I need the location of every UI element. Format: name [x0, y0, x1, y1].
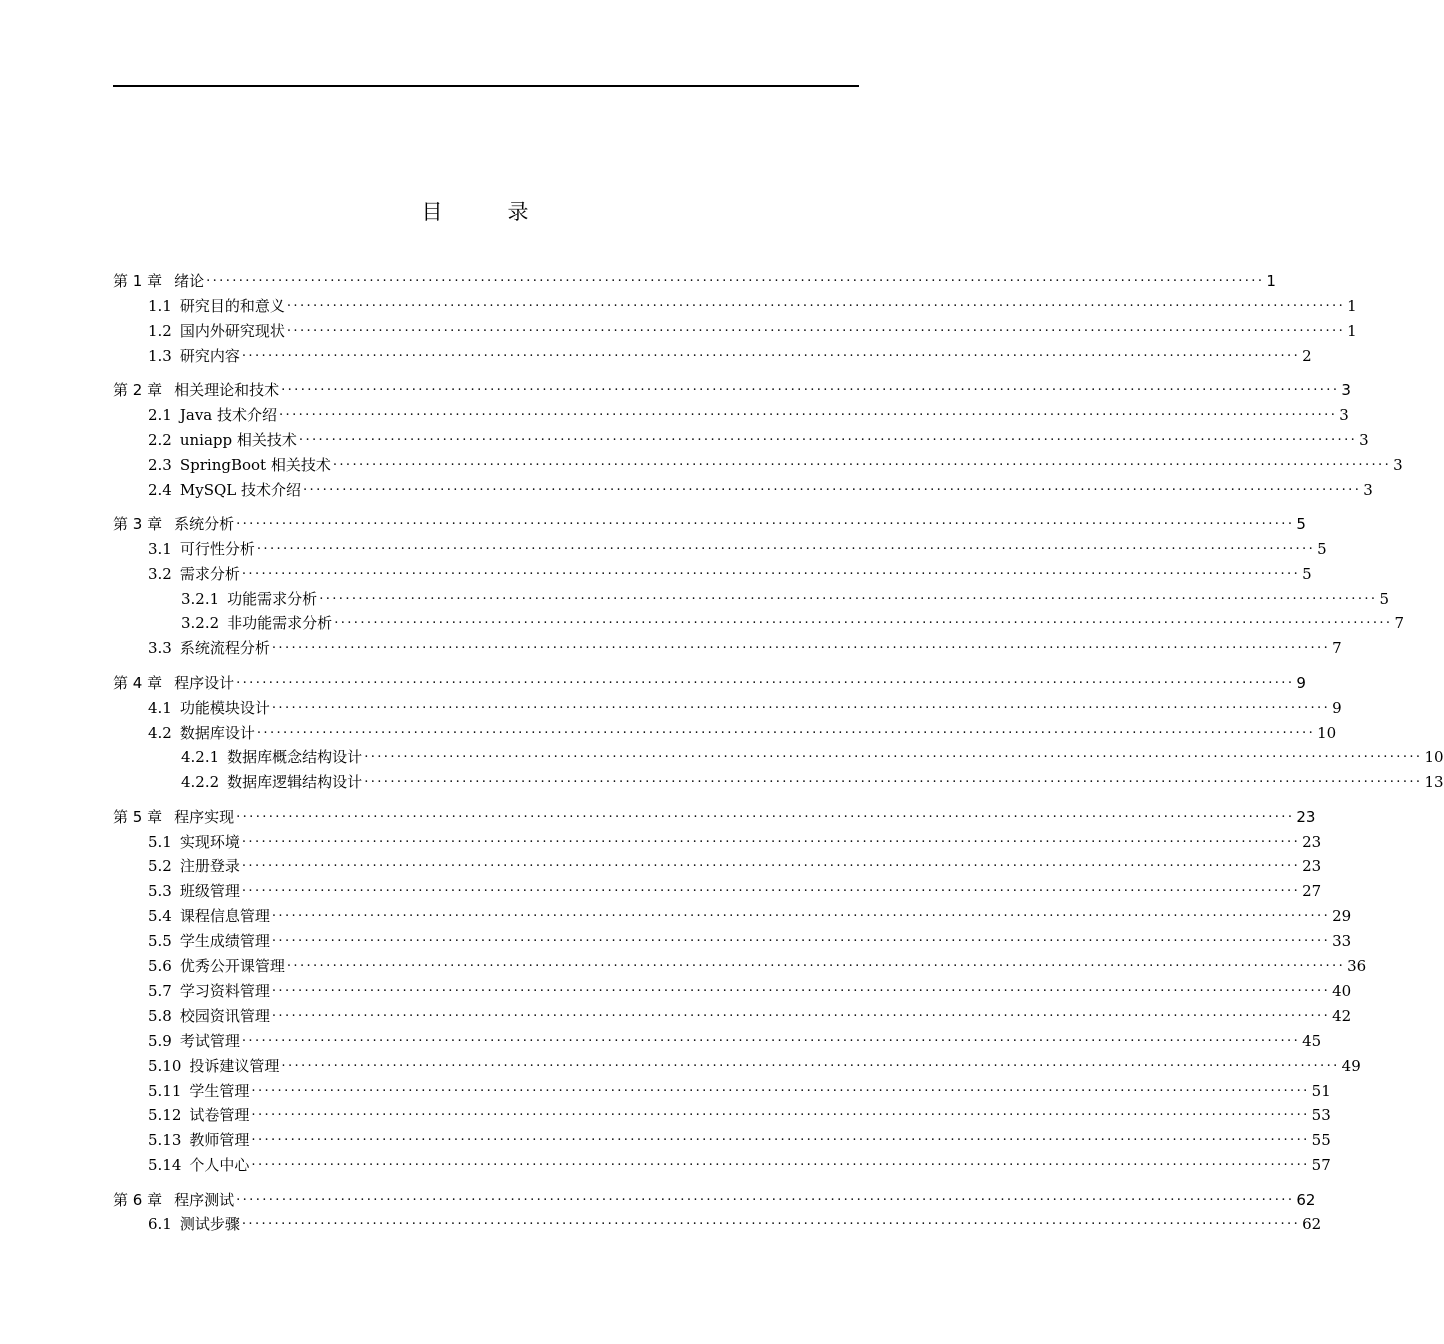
toc-entry-number: 5.9 — [148, 1031, 172, 1050]
toc-entry-title: 需求分析 — [179, 564, 240, 583]
toc-entry-number: 5.4 — [148, 907, 172, 926]
toc-page-number: 53 — [1311, 1106, 1331, 1125]
toc-section-entry[interactable] — [113, 1051, 1361, 1076]
toc-entry-title: 注册登录 — [179, 857, 240, 876]
toc-entry-title: 测试步骤 — [179, 1215, 240, 1234]
toc-entry-title: 绪论 — [174, 271, 205, 290]
toc-section-entry[interactable] — [113, 1150, 1331, 1175]
toc-entry-title: 实现环境 — [179, 832, 240, 851]
toc-dot-leader: .................................................................................................................................................................. — [281, 1054, 1340, 1070]
toc-entry-number: 3.2.1 — [181, 589, 220, 608]
toc-page-number: 1 — [1347, 321, 1357, 340]
toc-page-number: 36 — [1347, 957, 1367, 976]
toc-section-entry[interactable] — [113, 951, 1367, 976]
toc-page-number: 51 — [1311, 1081, 1331, 1100]
toc-dot-leader: .................................................................................................................................................................. — [281, 378, 1340, 394]
toc-entry-number: 3.1 — [148, 539, 172, 558]
toc-section-entry[interactable] — [113, 693, 1342, 718]
toc-entry-title: 校园资讯管理 — [179, 1006, 270, 1025]
toc-subsection-entry[interactable] — [113, 584, 1389, 609]
toc-page-number: 55 — [1311, 1131, 1331, 1150]
header-rule — [113, 85, 859, 87]
toc-entry-number: 5.8 — [148, 1006, 172, 1025]
toc-chapter-entry[interactable] — [113, 1185, 1316, 1210]
toc-page-number: 29 — [1332, 907, 1352, 926]
toc-entry-title: 程序设计 — [174, 673, 235, 692]
toc-page-number: 9 — [1332, 698, 1342, 717]
toc-dot-leader: .................................................................................................................................................................. — [332, 453, 1392, 469]
toc-entry-title: 数据库概念结构设计 — [227, 748, 363, 767]
toc-section-entry[interactable] — [113, 450, 1403, 475]
toc-entry-number: 5.10 — [148, 1056, 182, 1075]
toc-dot-leader: .................................................................................................................................................................. — [241, 880, 1301, 896]
toc-entry-number: 5.6 — [148, 957, 172, 976]
toc-entry-number: 第 5 章 — [113, 807, 163, 826]
toc-dot-leader: .................................................................................................................................................................. — [251, 1079, 1310, 1095]
toc-chapter-entry[interactable] — [113, 509, 1306, 534]
toc-dot-leader: .................................................................................................................................................................. — [236, 512, 1295, 528]
toc-entry-title: 功能模块设计 — [179, 698, 270, 717]
toc-dot-leader: .................................................................................................................................................................. — [251, 1129, 1310, 1145]
toc-section-entry[interactable] — [113, 1210, 1322, 1235]
toc-entry-number: 第 3 章 — [113, 514, 163, 533]
toc-entry-number: 2.1 — [148, 405, 172, 424]
toc-page-number: 3 — [1359, 430, 1369, 449]
toc-page-number: 10 — [1317, 723, 1337, 742]
toc-page-number: 3 — [1393, 455, 1403, 474]
toc-dot-leader: .................................................................................................................................................................. — [241, 830, 1301, 846]
toc-dot-leader: .................................................................................................................................................................. — [271, 930, 1331, 946]
toc-page-number: 1 — [1347, 296, 1357, 315]
toc-dot-leader: .................................................................................................................................................................. — [319, 587, 1378, 603]
toc-entry-number: 5.11 — [148, 1081, 182, 1100]
toc-page-number: 2 — [1302, 346, 1312, 365]
toc-entry-title: 国内外研究现状 — [179, 321, 285, 340]
toc-entry-title: 个人中心 — [189, 1156, 250, 1175]
toc-section-entry[interactable] — [113, 718, 1337, 743]
toc-page-number: 49 — [1341, 1056, 1361, 1075]
toc-entry-title: 数据库逻辑结构设计 — [227, 773, 363, 792]
toc-entry-number: 3.2 — [148, 564, 172, 583]
toc-section-entry[interactable] — [113, 559, 1312, 584]
toc-entry-title: 研究目的和意义 — [179, 296, 285, 315]
table-of-contents — [113, 266, 1444, 1234]
toc-entry-number: 5.5 — [148, 932, 172, 951]
toc-section-entry[interactable] — [113, 901, 1352, 926]
toc-page-number: 3 — [1341, 380, 1351, 399]
toc-dot-leader: .................................................................................................................................................................. — [241, 344, 1301, 360]
toc-dot-leader: .................................................................................................................................................................. — [271, 979, 1331, 995]
toc-entry-title: 教师管理 — [189, 1131, 250, 1150]
toc-entry-title: uniapp 相关技术 — [179, 430, 297, 449]
toc-entry-number: 5.3 — [148, 882, 172, 901]
toc-dot-leader: .................................................................................................................................................................. — [286, 294, 1346, 310]
toc-dot-leader: .................................................................................................................................................................. — [334, 612, 1393, 628]
toc-entry-title: 程序测试 — [174, 1190, 235, 1209]
toc-dot-leader: .................................................................................................................................................................. — [298, 428, 1358, 444]
toc-page-number: 45 — [1302, 1031, 1322, 1050]
toc-entry-title: 系统分析 — [174, 514, 235, 533]
toc-entry-number: 5.1 — [148, 832, 172, 851]
toc-subsection-entry[interactable] — [113, 743, 1444, 768]
toc-entry-number: 5.12 — [148, 1106, 182, 1125]
toc-entry-number: 第 2 章 — [113, 380, 163, 399]
toc-page-number: 62 — [1296, 1190, 1316, 1209]
toc-entry-title: 程序实现 — [174, 807, 235, 826]
toc-entry-title: 课程信息管理 — [179, 907, 270, 926]
toc-entry-title: 数据库设计 — [179, 723, 255, 742]
toc-page-number: 33 — [1332, 932, 1352, 951]
toc-entry-number: 4.1 — [148, 698, 172, 717]
toc-entry-title: 学生成绩管理 — [179, 932, 270, 951]
toc-section-entry[interactable] — [113, 1101, 1331, 1126]
toc-page-number: 10 — [1424, 748, 1444, 767]
toc-entry-title: 学习资料管理 — [179, 981, 270, 1000]
toc-chapter-entry[interactable] — [113, 802, 1316, 827]
toc-page-number: 57 — [1311, 1156, 1331, 1175]
toc-entry-number: 6.1 — [148, 1215, 172, 1234]
toc-entry-title: 投诉建议管理 — [189, 1056, 280, 1075]
toc-dot-leader: .................................................................................................................................................................. — [256, 537, 1316, 553]
toc-page-number: 3 — [1363, 480, 1373, 499]
page-title: 目 录 — [421, 200, 551, 224]
toc-entry-title: 学生管理 — [189, 1081, 250, 1100]
toc-section-entry[interactable] — [113, 316, 1357, 341]
toc-section-entry[interactable] — [113, 291, 1357, 316]
toc-page-number: 5 — [1302, 564, 1312, 583]
toc-entry-number: 5.2 — [148, 857, 172, 876]
toc-page-number: 40 — [1332, 981, 1352, 1000]
toc-page-number: 7 — [1394, 614, 1404, 633]
toc-dot-leader: .................................................................................................................................................................. — [251, 1104, 1310, 1120]
toc-chapter-entry[interactable] — [113, 375, 1351, 400]
toc-entry-title: 相关理论和技术 — [174, 380, 280, 399]
toc-entry-title: 可行性分析 — [179, 539, 255, 558]
toc-page-number: 5 — [1379, 589, 1389, 608]
toc-entry-title: SpringBoot 相关技术 — [179, 455, 331, 474]
toc-entry-title: 试卷管理 — [189, 1106, 250, 1125]
toc-entry-title: Java 技术介绍 — [179, 405, 278, 424]
toc-entry-number: 5.7 — [148, 981, 172, 1000]
toc-page-number: 23 — [1302, 832, 1322, 851]
toc-page-number: 13 — [1424, 773, 1444, 792]
toc-entry-number: 5.13 — [148, 1131, 182, 1150]
toc-section-entry[interactable] — [113, 1125, 1331, 1150]
toc-entry-number: 1.1 — [148, 296, 172, 315]
toc-entry-title: 功能需求分析 — [227, 589, 318, 608]
toc-entry-number: 第 4 章 — [113, 673, 163, 692]
toc-page-number: 5 — [1296, 514, 1306, 533]
toc-dot-leader: .................................................................................................................................................................. — [279, 403, 1338, 419]
toc-dot-leader: .................................................................................................................................................................. — [236, 1188, 1295, 1204]
toc-dot-leader: .................................................................................................................................................................. — [256, 721, 1316, 737]
toc-dot-leader: .................................................................................................................................................................. — [364, 746, 1423, 762]
toc-entry-number: 第 6 章 — [113, 1190, 163, 1209]
toc-entry-title: 优秀公开课管理 — [179, 957, 285, 976]
toc-dot-leader: .................................................................................................................................................................. — [286, 319, 1346, 335]
toc-entry-number: 4.2.1 — [181, 748, 220, 767]
toc-entry-number: 2.3 — [148, 455, 172, 474]
toc-dot-leader: .................................................................................................................................................................. — [271, 696, 1331, 712]
toc-section-entry[interactable] — [113, 633, 1342, 658]
toc-entry-title: 考试管理 — [179, 1031, 240, 1050]
toc-section-entry[interactable] — [113, 876, 1322, 901]
toc-entry-title: 系统流程分析 — [179, 639, 270, 658]
toc-section-entry[interactable] — [113, 341, 1312, 366]
toc-dot-leader: .................................................................................................................................................................. — [241, 855, 1301, 871]
toc-dot-leader: .................................................................................................................................................................. — [271, 637, 1331, 653]
toc-dot-leader: .................................................................................................................................................................. — [241, 1213, 1301, 1229]
toc-dot-leader: .................................................................................................................................................................. — [236, 671, 1295, 687]
toc-section-entry[interactable] — [113, 926, 1352, 951]
toc-section-entry[interactable] — [113, 425, 1369, 450]
toc-subsection-entry[interactable] — [113, 767, 1444, 792]
toc-section-entry[interactable] — [113, 827, 1322, 852]
toc-entry-title: MySQL 技术介绍 — [179, 480, 301, 499]
toc-entry-number: 4.2 — [148, 723, 172, 742]
toc-entry-number: 4.2.2 — [181, 773, 220, 792]
toc-entry-number: 2.2 — [148, 430, 172, 449]
toc-page-number: 7 — [1332, 639, 1342, 658]
toc-entry-title: 班级管理 — [179, 882, 240, 901]
toc-entry-number: 3.3 — [148, 639, 172, 658]
toc-section-entry[interactable] — [113, 1026, 1322, 1051]
toc-page-number: 62 — [1302, 1215, 1322, 1234]
toc-section-entry[interactable] — [113, 852, 1322, 877]
toc-chapter-entry[interactable] — [113, 266, 1276, 291]
toc-section-entry[interactable] — [113, 1001, 1352, 1026]
toc-page-number: 1 — [1266, 271, 1276, 290]
toc-page-number: 5 — [1317, 539, 1327, 558]
toc-entry-title: 研究内容 — [179, 346, 240, 365]
toc-entry-number: 第 1 章 — [113, 271, 163, 290]
toc-section-entry[interactable] — [113, 400, 1349, 425]
toc-section-entry[interactable] — [113, 976, 1352, 1001]
toc-section-entry[interactable] — [113, 475, 1373, 500]
toc-entry-number: 1.3 — [148, 346, 172, 365]
toc-section-entry[interactable] — [113, 534, 1327, 559]
toc-dot-leader: .................................................................................................................................................................. — [241, 562, 1301, 578]
toc-dot-leader: .................................................................................................................................................................. — [364, 771, 1423, 787]
toc-page-number: 27 — [1302, 882, 1322, 901]
toc-dot-leader: .................................................................................................................................................................. — [271, 1004, 1331, 1020]
toc-entry-number: 3.2.2 — [181, 614, 220, 633]
toc-dot-leader: .................................................................................................................................................................. — [251, 1154, 1310, 1170]
toc-entry-title: 非功能需求分析 — [227, 614, 333, 633]
toc-dot-leader: .................................................................................................................................................................. — [286, 955, 1346, 971]
toc-page-number: 42 — [1332, 1006, 1352, 1025]
toc-subsection-entry[interactable] — [113, 609, 1404, 634]
toc-dot-leader: .................................................................................................................................................................. — [241, 1029, 1301, 1045]
toc-entry-number: 2.4 — [148, 480, 172, 499]
toc-page-number: 23 — [1296, 807, 1316, 826]
toc-entry-number: 1.2 — [148, 321, 172, 340]
toc-page-number: 3 — [1339, 405, 1349, 424]
toc-section-entry[interactable] — [113, 1076, 1331, 1101]
toc-dot-leader: .................................................................................................................................................................. — [206, 269, 1265, 285]
toc-dot-leader: .................................................................................................................................................................. — [303, 478, 1362, 494]
toc-chapter-entry[interactable] — [113, 668, 1306, 693]
toc-entry-number: 5.14 — [148, 1156, 182, 1175]
toc-dot-leader: .................................................................................................................................................................. — [236, 805, 1295, 821]
toc-dot-leader: .................................................................................................................................................................. — [271, 905, 1331, 921]
toc-page-number: 9 — [1296, 673, 1306, 692]
toc-page-number: 23 — [1302, 857, 1322, 876]
